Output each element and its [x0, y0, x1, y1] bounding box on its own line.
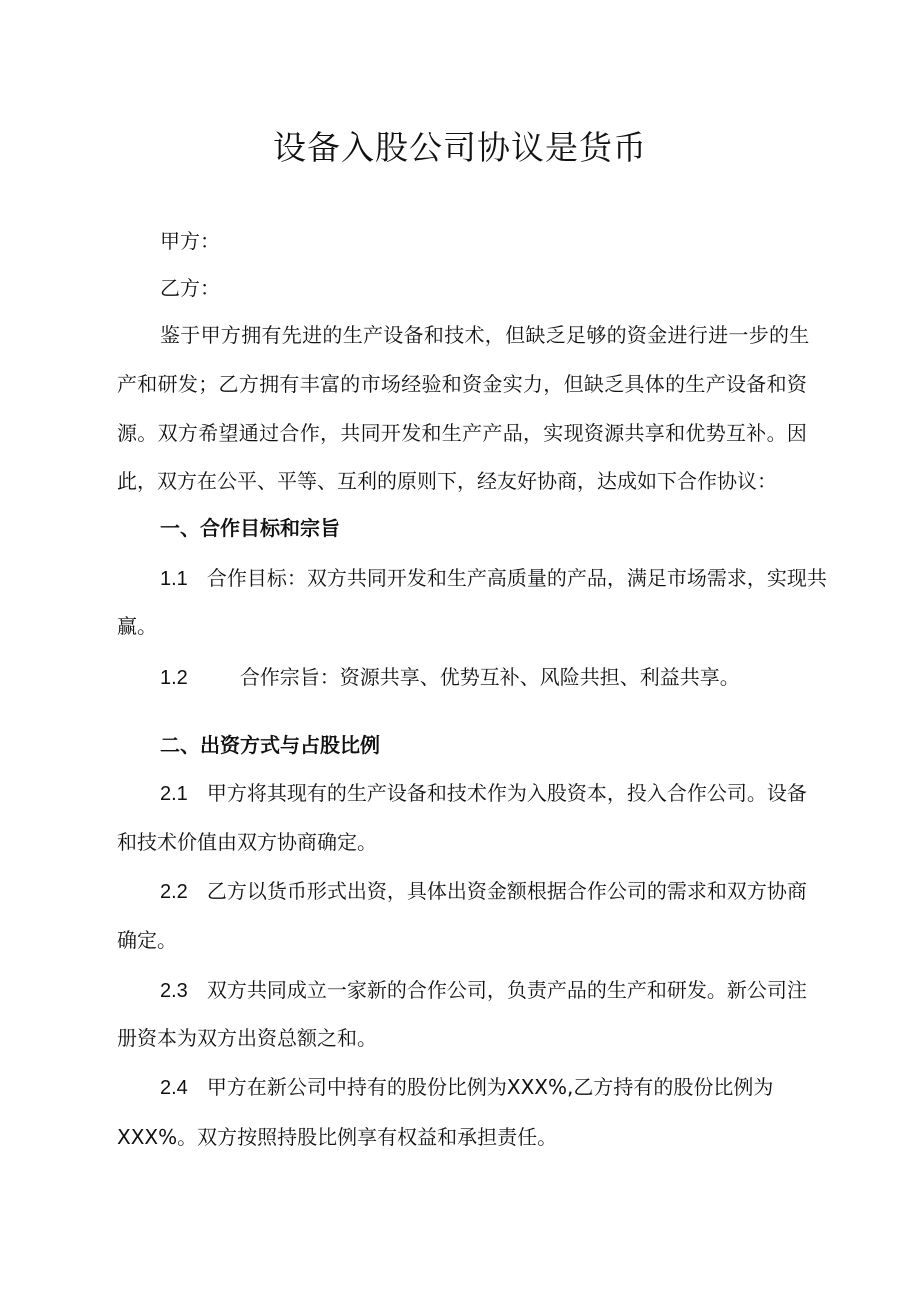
clause-1-1 — [160, 563, 827, 594]
party-a-label: 甲方： — [160, 229, 220, 253]
clause-2-1 — [160, 778, 807, 809]
clause-2-3 — [160, 975, 807, 1006]
clause-text: 合作目标：双方共同开发和生产高质量的产品，满足市场需求，实现共 — [206, 566, 827, 590]
clause-1-2 — [160, 662, 740, 693]
clause-number: 1.2 — [160, 667, 188, 689]
document-title: 设备入股公司协议是货币 — [273, 128, 647, 167]
section-1-heading: 一、合作目标和宗旨 — [160, 516, 340, 540]
clause-2-2 — [160, 876, 807, 907]
clause-text: 双方共同成立一家新的合作公司，负责产品的生产和研发。新公司注 — [206, 978, 807, 1002]
party-b-label: 乙方： — [160, 276, 220, 300]
clause-text: 合作宗旨：资源共享、优势互补、风险共担、利益共享。 — [239, 665, 740, 689]
clause-number: 1.1 — [160, 568, 188, 590]
clause-1-1-continued: 赢。 — [117, 614, 157, 638]
preamble-line-2: 产和研发；乙方拥有丰富的市场经验和资金实力，但缺乏具体的生产设备和资 — [117, 372, 808, 396]
clause-2-3-continued: 册资本为双方出资总额之和。 — [117, 1026, 377, 1050]
clause-2-2-continued: 确定。 — [117, 928, 177, 952]
preamble-line-3: 源。双方希望通过合作，共同开发和生产产品，实现资源共享和优势互补。因 — [117, 421, 808, 445]
clause-2-4-continued: XXX%。双方按照持股比例享有权益和承担责任。 — [117, 1125, 558, 1149]
clause-number: 2.3 — [160, 980, 188, 1002]
clause-2-4 — [160, 1072, 773, 1103]
clause-number: 2.1 — [160, 783, 188, 805]
section-2-heading: 二、出资方式与占股比例 — [160, 733, 380, 757]
clause-text: 甲方将其现有的生产设备和技术作为入股资本，投入合作公司。设备 — [206, 781, 807, 805]
clause-number: 2.2 — [160, 881, 188, 903]
clause-text: 乙方以货币形式出资，具体出资金额根据合作公司的需求和双方协商 — [206, 879, 807, 903]
clause-number: 2.4 — [160, 1077, 188, 1099]
preamble-line-4: 此，双方在公平、平等、互利的原则下，经友好协商，达成如下合作协议： — [117, 469, 777, 493]
clause-2-1-continued: 和技术价值由双方协商确定。 — [117, 830, 377, 854]
clause-text: 甲方在新公司中持有的股份比例为XXX%,乙方持有的股份比例为 — [206, 1075, 774, 1099]
preamble-line-1: 鉴于甲方拥有先进的生产设备和技术，但缺乏足够的资金进行进一步的生 — [160, 323, 810, 347]
